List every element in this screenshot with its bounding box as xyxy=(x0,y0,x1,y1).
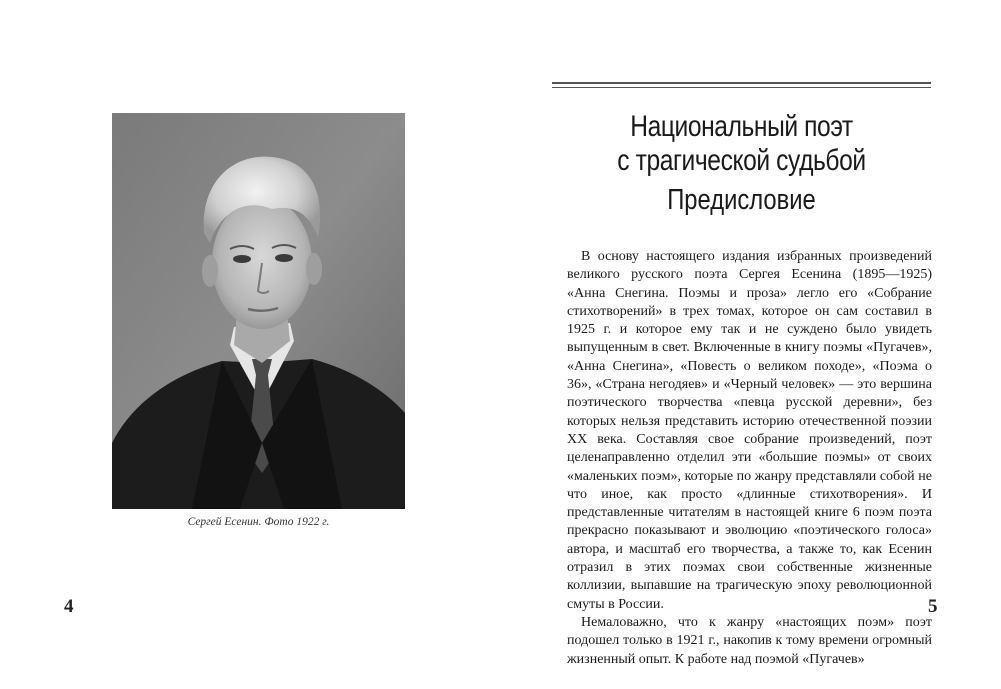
paragraph: В основу настоящего издания избранных произведений великого русского поэта Сергея Есенина (1895—1925) «Анна Снегина. Поэмы и проза» легло его «Собрание стихотворений» в трех томах, которое он сам составил в 1925 г. и которое ему так и не суждено было увидеть выпущенным в свет. Включенные в книгу поэмы «Пугачев», «Анна Снегина», «Повесть о великом походе», «Поэма о 36», «Страна негодяев» и «Черный человек» — это вершина поэтического творчества «певца русской деревни», без которых нельзя представить историю отечественной поэзии XX века. Составляя свое собрание произведений, поэт целенаправленно отделил эти «большие поэмы» от своих «маленьких поэм», которые по жанру представляли собой не что иное, как просто «длинные стихотворения». И представленные читателям в настоящей книге 6 поэм поэта прекрасно показывают и эволюцию «поэтического голоса» автора, и масштаб его творчества, а также то, как Есенин отразил в этих поэмах свои собственные жизненные коллизии, выпавшие на трагическую эпоху революционной смуты в России. xyxy=(567,249,932,612)
rule-line-thin xyxy=(552,87,931,88)
right-page xyxy=(500,0,1001,689)
chapter-title-line2: с трагической судьбой xyxy=(617,144,866,177)
chapter-title xyxy=(586,110,897,178)
portrait-photo xyxy=(112,113,405,509)
page-number-left: 4 xyxy=(64,596,74,617)
body-text xyxy=(567,248,932,669)
left-page xyxy=(0,0,500,689)
paragraph: Немаловажно, что к жанру «настоящих поэм» поэт подошел только в 1921 г., накопив к тому времени огромный жизненный опыт. К работе над поэмой «Пугачев» xyxy=(567,614,932,667)
portrait-illustration xyxy=(112,113,405,509)
page-number-right: 5 xyxy=(928,596,938,617)
header-double-rule xyxy=(552,82,931,88)
chapter-subtitle: Предисловие xyxy=(667,184,816,216)
photo-caption: Сергей Есенин. Фото 1922 г. xyxy=(187,516,330,528)
chapter-title-line1: Национальный поэт xyxy=(630,110,853,143)
rule-line-thick xyxy=(552,82,931,84)
